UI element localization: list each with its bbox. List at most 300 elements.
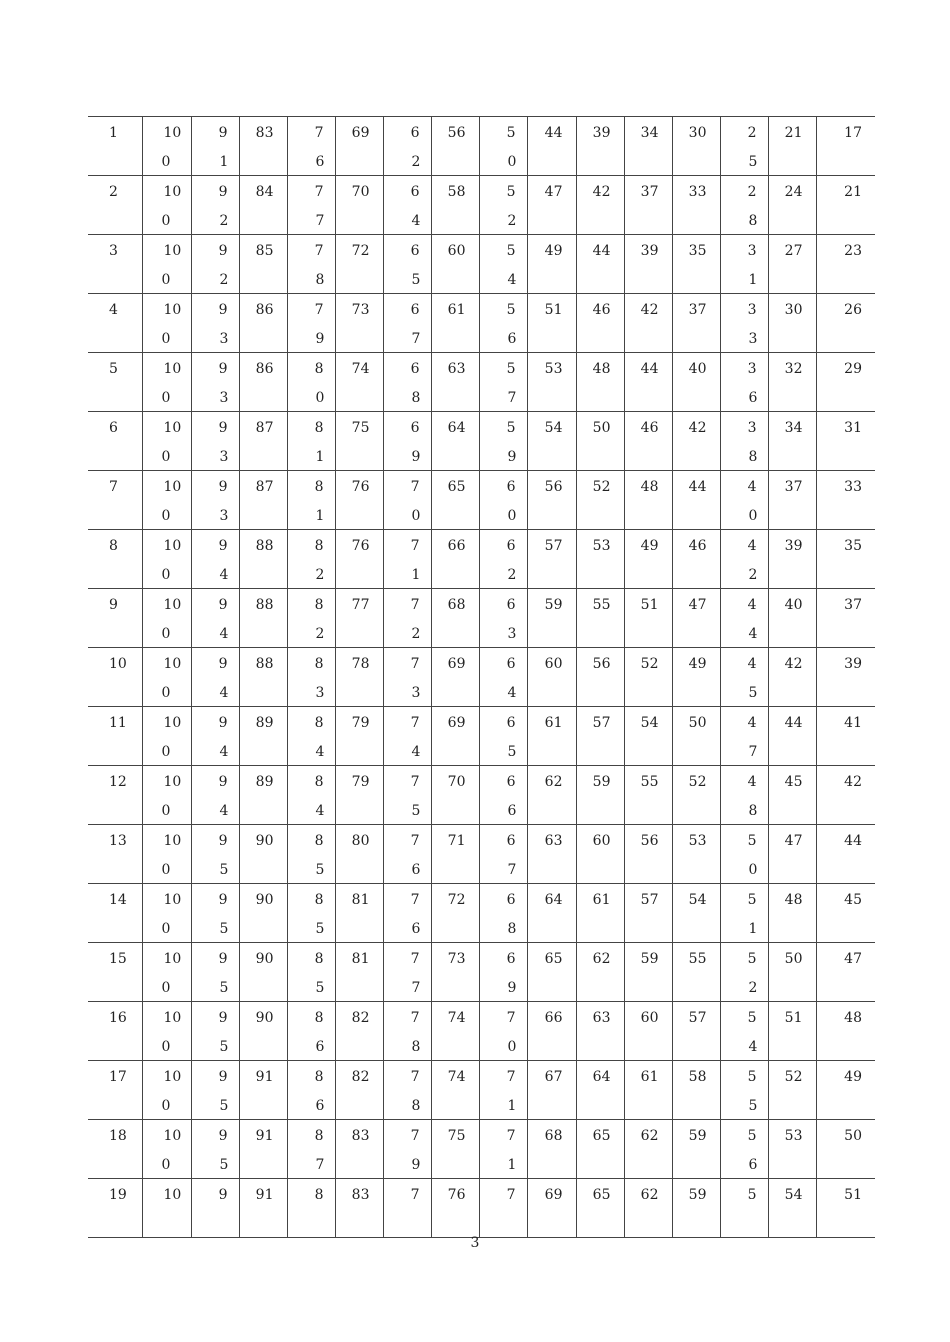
table-cell — [768, 707, 816, 766]
table-cell — [431, 707, 479, 766]
table-cell — [287, 1002, 335, 1061]
cell-value: 49 — [844, 1069, 862, 1085]
cell-value: 56 — [544, 479, 563, 495]
cell-value: 9 — [218, 184, 228, 200]
table-cell — [142, 1120, 191, 1179]
table-cell — [239, 117, 287, 176]
cell-value-wrap: 1 — [507, 1157, 517, 1173]
cell-value-wrap: 8 — [411, 1039, 421, 1055]
cell-value-wrap: 4 — [219, 744, 229, 760]
cell-value: 55 — [688, 951, 707, 967]
cell-value: 65 — [592, 1187, 611, 1203]
cell-value-wrap: 8 — [748, 803, 758, 819]
table-row — [88, 766, 875, 825]
table-cell — [142, 884, 191, 943]
cell-value: 4 — [747, 479, 757, 495]
cell-value: 10 — [163, 656, 182, 672]
table-cell — [720, 648, 768, 707]
cell-value: 6 — [109, 420, 118, 436]
cell-value: 51 — [844, 1187, 862, 1203]
table-row — [88, 707, 875, 766]
cell-value: 9 — [218, 774, 228, 790]
table-row — [88, 353, 875, 412]
table-cell — [191, 294, 239, 353]
cell-value: 60 — [640, 1010, 659, 1026]
table-cell — [88, 117, 142, 176]
table-cell — [624, 1002, 672, 1061]
cell-value-wrap: 2 — [315, 626, 325, 642]
cell-value: 81 — [351, 892, 370, 908]
table-cell — [335, 1002, 383, 1061]
table-cell — [720, 1061, 768, 1120]
cell-value-wrap: 1 — [315, 449, 325, 465]
table-cell — [768, 412, 816, 471]
table-cell — [768, 235, 816, 294]
table-cell — [768, 176, 816, 235]
cell-value: 76 — [351, 479, 370, 495]
table-cell — [142, 1179, 191, 1238]
cell-value: 9 — [218, 892, 228, 908]
cell-value-wrap: 4 — [315, 803, 325, 819]
table-cell — [431, 1061, 479, 1120]
cell-value-wrap: 9 — [315, 331, 325, 347]
cell-value: 52 — [784, 1069, 803, 1085]
table-cell — [191, 117, 239, 176]
cell-value-wrap: 5 — [507, 744, 517, 760]
cell-value: 42 — [688, 420, 707, 436]
cell-value-wrap: 8 — [411, 390, 421, 406]
cell-value-wrap: 0 — [161, 1098, 171, 1114]
cell-value: 3 — [747, 243, 757, 259]
cell-value: 4 — [747, 597, 757, 613]
table-cell — [191, 1002, 239, 1061]
table-cell — [383, 884, 431, 943]
table-cell — [479, 117, 527, 176]
table-cell — [335, 1120, 383, 1179]
table-cell — [191, 235, 239, 294]
table-cell — [624, 825, 672, 884]
cell-value: 7 — [410, 538, 420, 554]
table-cell — [191, 1179, 239, 1238]
table-cell — [768, 1061, 816, 1120]
table-cell — [720, 530, 768, 589]
table-cell — [576, 117, 624, 176]
table-row — [88, 1002, 875, 1061]
table-cell — [239, 412, 287, 471]
table-cell — [191, 412, 239, 471]
cell-value: 64 — [447, 420, 466, 436]
cell-value: 4 — [747, 715, 757, 731]
cell-value: 45 — [844, 892, 862, 908]
table-cell — [720, 884, 768, 943]
table-cell — [576, 884, 624, 943]
table-cell — [720, 1179, 768, 1238]
cell-value: 44 — [784, 715, 803, 731]
cell-value: 65 — [447, 479, 466, 495]
table-cell — [720, 1002, 768, 1061]
cell-value: 6 — [410, 420, 420, 436]
cell-value: 4 — [747, 774, 757, 790]
cell-value: 18 — [109, 1128, 127, 1144]
cell-value: 86 — [255, 361, 274, 377]
cell-value-wrap: 0 — [507, 154, 517, 170]
cell-value: 47 — [688, 597, 707, 613]
table-cell — [239, 943, 287, 1002]
cell-value: 79 — [351, 715, 370, 731]
cell-value: 83 — [351, 1128, 370, 1144]
cell-value: 7 — [410, 1187, 420, 1203]
table-cell — [816, 1179, 875, 1238]
table-cell — [816, 648, 875, 707]
table-cell — [335, 884, 383, 943]
cell-value: 10 — [163, 361, 182, 377]
cell-value: 90 — [255, 1010, 274, 1026]
cell-value: 23 — [844, 243, 862, 259]
table-cell — [287, 176, 335, 235]
cell-value: 10 — [163, 1128, 182, 1144]
table-cell — [576, 707, 624, 766]
table-cell — [383, 1002, 431, 1061]
table-cell — [672, 648, 720, 707]
cell-value-wrap: 1 — [315, 508, 325, 524]
cell-value: 59 — [640, 951, 659, 967]
table-cell — [576, 353, 624, 412]
table-cell — [88, 1120, 142, 1179]
cell-value-wrap: 5 — [748, 154, 758, 170]
table-cell — [88, 589, 142, 648]
cell-value: 59 — [544, 597, 563, 613]
table-cell — [768, 1120, 816, 1179]
table-cell — [142, 589, 191, 648]
cell-value-wrap: 6 — [507, 331, 517, 347]
cell-value-wrap: 8 — [748, 449, 758, 465]
table-cell — [768, 825, 816, 884]
cell-value: 12 — [109, 774, 127, 790]
cell-value: 10 — [163, 243, 182, 259]
table-cell — [527, 648, 576, 707]
cell-value: 45 — [784, 774, 803, 790]
cell-value: 49 — [640, 538, 659, 554]
cell-value-wrap: 2 — [507, 213, 517, 229]
cell-value: 6 — [506, 774, 516, 790]
cell-value-wrap: 0 — [507, 1039, 517, 1055]
cell-value: 61 — [544, 715, 563, 731]
cell-value: 5 — [109, 361, 118, 377]
table-cell — [142, 766, 191, 825]
cell-value: 58 — [447, 184, 466, 200]
cell-value-wrap: 8 — [507, 921, 517, 937]
cell-value: 6 — [410, 184, 420, 200]
cell-value-wrap: 5 — [315, 921, 325, 937]
cell-value: 46 — [592, 302, 611, 318]
table-cell — [287, 353, 335, 412]
table-cell — [479, 884, 527, 943]
cell-value-wrap: 2 — [219, 213, 229, 229]
cell-value-wrap: 1 — [748, 272, 758, 288]
cell-value: 62 — [640, 1187, 659, 1203]
cell-value: 24 — [784, 184, 803, 200]
cell-value: 59 — [688, 1128, 707, 1144]
cell-value: 78 — [351, 656, 370, 672]
table-cell — [239, 884, 287, 943]
cell-value-wrap: 5 — [411, 803, 421, 819]
table-cell — [383, 353, 431, 412]
cell-value: 59 — [688, 1187, 707, 1203]
cell-value: 60 — [592, 833, 611, 849]
cell-value: 10 — [163, 1010, 182, 1026]
cell-value: 47 — [784, 833, 803, 849]
cell-value-wrap: 1 — [748, 921, 758, 937]
table-cell — [576, 1179, 624, 1238]
table-cell — [239, 825, 287, 884]
table-cell — [383, 294, 431, 353]
table-row — [88, 1179, 875, 1238]
cell-value: 57 — [544, 538, 563, 554]
table-cell — [479, 294, 527, 353]
table-cell — [576, 1002, 624, 1061]
cell-value-wrap: 4 — [315, 744, 325, 760]
cell-value: 9 — [218, 538, 228, 554]
table-cell — [88, 1061, 142, 1120]
cell-value-wrap: 0 — [161, 1157, 171, 1173]
table-cell — [142, 530, 191, 589]
table-cell — [624, 294, 672, 353]
cell-value: 8 — [314, 597, 324, 613]
cell-value: 44 — [844, 833, 862, 849]
cell-value: 47 — [844, 951, 862, 967]
cell-value: 39 — [592, 125, 611, 141]
cell-value: 69 — [447, 656, 466, 672]
table-cell — [479, 1002, 527, 1061]
table-cell — [624, 589, 672, 648]
cell-value: 39 — [844, 656, 862, 672]
cell-value: 17 — [109, 1069, 127, 1085]
table-cell — [576, 1120, 624, 1179]
cell-value: 66 — [544, 1010, 563, 1026]
table-row — [88, 825, 875, 884]
table-cell — [335, 176, 383, 235]
cell-value: 5 — [506, 184, 516, 200]
table-cell — [768, 471, 816, 530]
cell-value: 51 — [640, 597, 659, 613]
table-cell — [527, 1120, 576, 1179]
cell-value: 4 — [747, 656, 757, 672]
table-cell — [335, 707, 383, 766]
cell-value: 76 — [351, 538, 370, 554]
cell-value: 10 — [163, 479, 182, 495]
table-cell — [239, 530, 287, 589]
cell-value: 4 — [747, 538, 757, 554]
cell-value: 72 — [351, 243, 370, 259]
cell-value: 63 — [544, 833, 563, 849]
cell-value: 61 — [447, 302, 466, 318]
table-cell — [479, 943, 527, 1002]
table-cell — [88, 235, 142, 294]
table-cell — [720, 943, 768, 1002]
table-cell — [431, 353, 479, 412]
cell-value: 7 — [410, 892, 420, 908]
table-cell — [431, 294, 479, 353]
cell-value: 63 — [592, 1010, 611, 1026]
cell-value: 1 — [109, 125, 118, 141]
table-cell — [191, 1120, 239, 1179]
cell-value: 42 — [844, 774, 862, 790]
cell-value: 54 — [640, 715, 659, 731]
cell-value: 6 — [410, 302, 420, 318]
table-cell — [672, 943, 720, 1002]
table-cell — [335, 353, 383, 412]
cell-value-wrap: 2 — [411, 154, 421, 170]
cell-value: 6 — [506, 656, 516, 672]
table-cell — [142, 471, 191, 530]
cell-value: 61 — [592, 892, 611, 908]
table-cell — [142, 235, 191, 294]
cell-value: 9 — [218, 361, 228, 377]
table-cell — [431, 412, 479, 471]
cell-value: 39 — [640, 243, 659, 259]
table-cell — [287, 766, 335, 825]
table-cell — [142, 707, 191, 766]
cell-value: 83 — [255, 125, 274, 141]
cell-value-wrap: 5 — [219, 1039, 229, 1055]
cell-value: 7 — [314, 125, 324, 141]
cell-value: 80 — [351, 833, 370, 849]
cell-value-wrap: 5 — [219, 1157, 229, 1173]
cell-value: 7 — [506, 1010, 516, 1026]
table-cell — [191, 589, 239, 648]
table-cell — [816, 589, 875, 648]
cell-value: 74 — [447, 1069, 466, 1085]
cell-value: 56 — [447, 125, 466, 141]
cell-value: 10 — [163, 951, 182, 967]
cell-value: 10 — [163, 538, 182, 554]
table-cell — [383, 412, 431, 471]
cell-value: 57 — [640, 892, 659, 908]
table-cell — [287, 235, 335, 294]
table-cell — [479, 589, 527, 648]
cell-value-wrap: 0 — [161, 390, 171, 406]
table-cell — [383, 648, 431, 707]
cell-value: 10 — [163, 302, 182, 318]
table-cell — [142, 1061, 191, 1120]
cell-value: 48 — [844, 1010, 862, 1026]
table-cell — [142, 117, 191, 176]
table-cell — [527, 766, 576, 825]
cell-value: 34 — [640, 125, 659, 141]
table-cell — [527, 707, 576, 766]
cell-value: 19 — [109, 1187, 127, 1203]
cell-value: 9 — [218, 302, 228, 318]
cell-value: 2 — [109, 184, 118, 200]
table-cell — [672, 1061, 720, 1120]
cell-value: 42 — [592, 184, 611, 200]
table-body — [88, 117, 875, 1238]
cell-value: 31 — [844, 420, 862, 436]
table-cell — [816, 1120, 875, 1179]
cell-value-wrap: 1 — [219, 154, 229, 170]
cell-value: 54 — [784, 1187, 803, 1203]
cell-value: 7 — [506, 1069, 516, 1085]
cell-value: 49 — [544, 243, 563, 259]
cell-value-wrap: 3 — [507, 626, 517, 642]
cell-value-wrap: 0 — [161, 980, 171, 996]
cell-value-wrap: 0 — [161, 508, 171, 524]
table-cell — [527, 117, 576, 176]
table-cell — [720, 589, 768, 648]
table-cell — [527, 1061, 576, 1120]
cell-value: 6 — [410, 243, 420, 259]
cell-value: 9 — [218, 1187, 228, 1203]
table-cell — [816, 412, 875, 471]
table-cell — [287, 117, 335, 176]
cell-value: 77 — [351, 597, 370, 613]
table-cell — [335, 235, 383, 294]
table-cell — [431, 530, 479, 589]
cell-value: 7 — [410, 656, 420, 672]
cell-value: 60 — [544, 656, 563, 672]
cell-value: 10 — [163, 597, 182, 613]
table-cell — [672, 589, 720, 648]
table-cell — [768, 117, 816, 176]
cell-value: 54 — [688, 892, 707, 908]
cell-value: 84 — [255, 184, 274, 200]
table-cell — [431, 884, 479, 943]
cell-value: 35 — [688, 243, 707, 259]
cell-value: 5 — [747, 1187, 757, 1203]
table-cell — [335, 766, 383, 825]
cell-value: 9 — [218, 715, 228, 731]
cell-value-wrap: 1 — [411, 567, 421, 583]
table-cell — [816, 176, 875, 235]
cell-value: 40 — [688, 361, 707, 377]
table-cell — [142, 943, 191, 1002]
table-cell — [624, 1179, 672, 1238]
cell-value: 89 — [255, 774, 274, 790]
table-cell — [431, 176, 479, 235]
cell-value: 9 — [218, 479, 228, 495]
cell-value-wrap: 0 — [161, 626, 171, 642]
cell-value: 7 — [410, 774, 420, 790]
cell-value: 6 — [506, 892, 516, 908]
cell-value: 6 — [506, 479, 516, 495]
table-cell — [142, 1002, 191, 1061]
table-cell — [720, 471, 768, 530]
cell-value: 14 — [109, 892, 127, 908]
cell-value-wrap: 0 — [411, 508, 421, 524]
cell-value: 65 — [592, 1128, 611, 1144]
table-cell — [672, 412, 720, 471]
cell-value: 55 — [592, 597, 611, 613]
cell-value-wrap: 5 — [748, 1098, 758, 1114]
cell-value: 6 — [506, 538, 516, 554]
table-cell — [88, 884, 142, 943]
cell-value-wrap: 5 — [748, 685, 758, 701]
cell-value: 50 — [844, 1128, 862, 1144]
cell-value: 88 — [255, 538, 274, 554]
cell-value: 44 — [688, 479, 707, 495]
table-cell — [479, 648, 527, 707]
cell-value: 7 — [410, 479, 420, 495]
table-cell — [624, 530, 672, 589]
table-cell — [431, 1179, 479, 1238]
cell-value: 2 — [747, 184, 757, 200]
cell-value: 30 — [688, 125, 707, 141]
cell-value-wrap: 7 — [411, 331, 421, 347]
cell-value: 68 — [447, 597, 466, 613]
cell-value: 2 — [747, 125, 757, 141]
cell-value: 7 — [410, 715, 420, 731]
cell-value: 71 — [447, 833, 466, 849]
